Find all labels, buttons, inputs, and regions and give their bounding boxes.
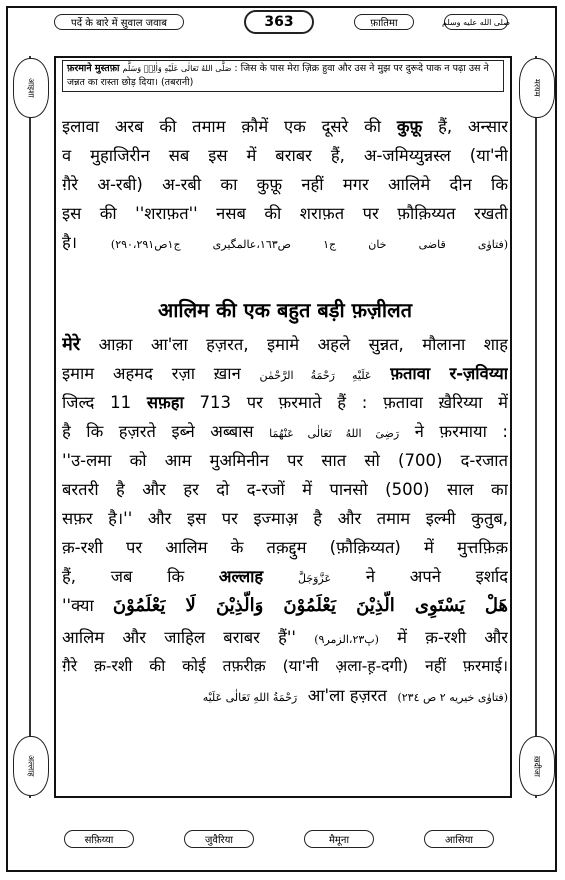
arabic-honorific: رَضِیَ اللهُ تَعَالٰی عَنْهُمَا: [269, 427, 400, 440]
bold-word: मेरे: [62, 334, 81, 355]
arabic-honorific: عَلَیْهِ رَحْمَةُ الرَّحْمٰن: [259, 369, 372, 382]
banner-salutation: صَلَّی اللهُ تَعَالٰی عَلَیْهِ وَاٰلِهٖ وَسَلَّم: [122, 64, 232, 73]
para1-line: इलावा अरब की तमाम क़ौमें एक दूसरे की कुफ़ू हैं, अन्सार: [62, 117, 508, 136]
reference: (فتاوٰی خیریه ٢ ص ٢٣٤): [397, 691, 508, 704]
bold-word: फ़तावा र-ज़विय्या: [390, 364, 508, 383]
reference: (پ٢٣،الزمر٩): [314, 633, 379, 646]
left-bottom-medallion: अल्लाह: [13, 736, 49, 796]
banner-source: (तबरानी): [160, 77, 194, 88]
arabic-honorific: عَزَّوَجَلَّ: [297, 572, 332, 585]
reference: (فتاوٰی قاضی خان ج١ ص١٦٣،عالمگیری ج١ص٢٩٠،٢٩١): [110, 238, 508, 251]
para1-line: व मुहाजिरीन सब इस में बराबर हैं, अ-जमिय्युन्नस्ल (या'नी: [62, 146, 508, 165]
footer-item: सफ़िय्या: [64, 830, 134, 848]
paragraph-1: [62, 112, 508, 257]
para1-line: ग़ैरे अ-रबी) अ-रबी का कुफ़ू नहीं मगर आलिमे दीन कि: [62, 175, 508, 194]
banner-text: : जिस के पास मेरा ज़िक्र हुवा और उस ने मुझ पर दुरूदे पाक न पढ़ा उस ने जन्नत का रास्ता छोड़ दिया।: [67, 63, 489, 88]
para1-line: इस की ''शराफ़त'' नसब की शराफ़त पर फ़ौक़िय्यत रखती: [62, 204, 508, 223]
footer-item: आसिया: [424, 830, 494, 848]
page-number: 363: [244, 10, 314, 34]
quran-verse: هَلْ یَسْتَوِی الَّذِیْنَ یَعْلَمُوْنَ وَالَّذِیْنَ لَا یَعْلَمُوْنَ: [112, 595, 508, 616]
footer-item: जुवैरिया: [184, 830, 254, 848]
right-top-medallion: मरयम: [519, 58, 555, 118]
page-header: [54, 10, 512, 36]
bold-word: कुफ़ू: [396, 117, 423, 136]
book-title: पर्दे के बारे में सुवाल जवाब: [54, 14, 184, 30]
footer-item: मैमूना: [304, 830, 374, 848]
banner-label: फ़रमाने मुस्तफ़ा: [67, 63, 120, 74]
page-footer: [54, 826, 512, 854]
header-badge: صلى الله عليه وسلم: [444, 14, 508, 30]
right-ornament-band: [516, 56, 556, 798]
chapter-title: फ़ातिमा: [354, 14, 414, 30]
paragraph-2: मेरे आक़ा आ'ला हज़रत, इमामे अहले सुन्नत, मौलाना शाह इमाम अहमद रज़ा ख़ान عَلَیْهِ رَحْمَةُ الرَّحْمٰن फ़तावा र-ज़विय्या जिल्द 11 सफ़हा 713 पर फ़रमाते हैं : फ़तावा ख़ैरिय्या में है कि हज़रते इब्ने अब्बास رَضِیَ اللهُ تَعَالٰی عَنْهُمَا ने फ़रमाया : ''उ-लमा को आम मुअमिनीन पर सात सो (700) द-रजात बरतरी है और हर दो द-रजों में पानसो (500) साल का सफ़र है।'' और इस पर इज्माअ़ है और तमाम इल्मी कुतुब, क़-रशी पर आलिम के तक़द्दुम (फ़ौक़िय्यत) में मुत्तफ़िक़ हैं, जब कि अल्लाह عَزَّوَجَلَّ ने अपने इर्शाद ''क्या هَلْ یَسْتَوِی الَّذِیْنَ یَعْلَمُوْنَ وَالَّذِیْنَ لَا یَعْلَمُوْنَ आलिम और जाहिल बराबर हैं'' (پ٢٣،الزمر٩) में क़-रशी और ग़ैरे क़-रशी की कोई तफ़रीक़ (या'नी अ़ला-ह़-दगी) नहीं फ़रमाई। رَحْمَةُ اللهِ تَعَالٰی عَلَیْه आ'ला हज़रत (فتاوٰی خیریه ٢ ص ٢٣٤): [62, 334, 508, 705]
section-heading: आलिम की एक बहुत बड़ी फ़ज़ीलत: [157, 298, 413, 322]
para1-line: है। (فتاوٰی قاضی خان ج١ ص١٦٣،عالمگیری ج١ص٢٩٠،٢٩١): [62, 233, 508, 252]
bold-word: अल्लाह: [218, 567, 264, 586]
right-bottom-medallion: ख़दीजा: [519, 736, 555, 796]
bold-word: सफ़हा: [146, 393, 184, 412]
farmane-mustafa-banner: [62, 60, 504, 92]
left-top-medallion: आइशा: [13, 58, 49, 118]
left-ornament-band: [10, 56, 50, 798]
arabic-honorific: رَحْمَةُ اللهِ تَعَالٰی عَلَیْه: [202, 691, 298, 704]
